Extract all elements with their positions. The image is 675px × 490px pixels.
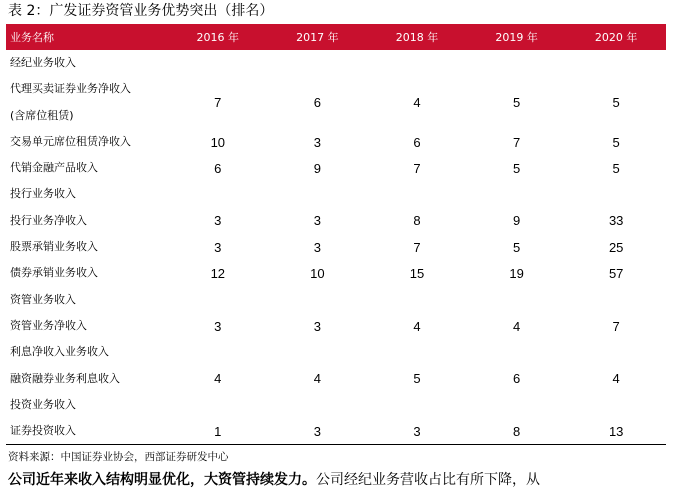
table-row: [6, 287, 666, 313]
row-label-line: 证券投资收入: [10, 424, 76, 438]
row-label-line: 投行业务收入: [10, 187, 76, 201]
rank-cell: 7: [413, 160, 421, 176]
rank-cell: 57: [608, 266, 624, 282]
rank-cell: 3: [214, 318, 222, 334]
table-row: [6, 129, 666, 155]
rank-cell: 3: [313, 423, 321, 439]
row-label: [6, 392, 168, 418]
rank-cell: 4: [413, 318, 421, 334]
rank-cell: 3: [313, 134, 321, 150]
rank-cell: 6: [512, 371, 521, 387]
row-label-line: 经纪业务收入: [10, 56, 76, 69]
row-label: [6, 287, 168, 313]
rank-cell: 5: [512, 239, 521, 255]
rank-cell: 15: [409, 266, 425, 282]
header-2018: 2018 年: [395, 31, 439, 44]
row-label: [6, 76, 168, 129]
rank-cell: 1: [214, 423, 222, 439]
table-row: [6, 392, 666, 418]
rank-cell: 6: [413, 134, 421, 150]
rank-cell: 4: [413, 95, 421, 111]
table-row: [6, 76, 666, 129]
row-label: [6, 129, 168, 155]
table-row: [6, 313, 666, 339]
rank-cell: 3: [313, 318, 321, 334]
row-label: [6, 260, 168, 286]
rank-cell: 10: [310, 266, 325, 282]
row-label: [6, 208, 168, 234]
table-row: [6, 181, 666, 207]
row-label: [6, 339, 168, 365]
header-2017: 2017 年: [296, 31, 339, 44]
rank-cell: 6: [313, 95, 321, 111]
rank-cell: 7: [512, 134, 521, 150]
header-2019: 2019 年: [495, 31, 538, 44]
rank-cell: 7: [413, 239, 421, 255]
row-label-line: 交易单元席位租赁净收入: [10, 134, 131, 148]
rank-cell: 5: [512, 95, 521, 111]
table-row: [6, 339, 666, 365]
row-label-line: 股票承销业务收入: [10, 240, 98, 254]
row-label-line: 投行业务净收入: [10, 213, 87, 227]
header-2016: 2016 年: [196, 31, 240, 44]
table-title: 表 2：广发证券资管业务优势突出（排名）: [8, 3, 274, 19]
rank-cell: 19: [509, 266, 524, 282]
row-label-line: 债券承销业务收入: [10, 266, 98, 280]
rank-cell: 33: [608, 213, 624, 229]
table-row: [6, 366, 666, 392]
source-note: 资料来源：中国证券业协会，西部证券研发中心: [8, 451, 229, 463]
rank-cell: 25: [608, 239, 624, 255]
row-label-line: 资管业务收入: [10, 292, 76, 306]
rank-cell: 3: [214, 213, 222, 229]
rank-cell: 5: [612, 95, 620, 111]
rank-cell: 3: [214, 239, 222, 255]
rank-cell: 4: [313, 371, 321, 387]
rank-cell: 8: [512, 423, 521, 439]
rank-cell: 3: [313, 213, 321, 229]
rank-cell: 5: [612, 160, 620, 176]
rank-cell: 4: [214, 371, 222, 387]
ranking-table: [6, 24, 666, 445]
row-label: [6, 366, 168, 392]
table-row: [6, 260, 666, 286]
rank-cell: 6: [214, 160, 222, 176]
rank-cell: 9: [313, 160, 321, 176]
rank-cell: 5: [512, 160, 521, 176]
table-row: [6, 418, 666, 444]
rank-cell: 12: [210, 266, 226, 282]
body-regular-text: 公司经纪业务营收占比有所下降，从: [316, 472, 540, 488]
row-label-line: 投资业务收入: [10, 397, 76, 411]
row-label: [6, 418, 168, 444]
rank-cell: 7: [214, 95, 222, 111]
row-label-line: 融资融券业务利息收入: [10, 371, 120, 385]
table-row: [6, 208, 666, 234]
table-row: [6, 50, 666, 76]
row-label-line: 利息净收入业务收入: [10, 345, 109, 359]
header-business-name: 业务名称: [10, 31, 54, 44]
row-label: [6, 50, 168, 76]
rank-cell: 4: [612, 371, 620, 387]
header-2020: 2020 年: [594, 31, 638, 44]
body-bold-text: 公司近年来收入结构明显优化，大资管持续发力。: [8, 472, 316, 488]
rank-cell: 5: [413, 371, 421, 387]
table-bottom-rule: [6, 444, 666, 445]
row-label: [6, 155, 168, 181]
table-row: [6, 155, 666, 181]
row-label-line: 代理买卖证券业务净收入: [10, 82, 131, 96]
rank-cell: 13: [608, 423, 624, 439]
rank-cell: 8: [413, 213, 421, 229]
rank-cell: 10: [210, 134, 226, 150]
row-label-line: 代销金融产品收入: [10, 161, 98, 175]
rank-cell: 5: [612, 134, 620, 150]
row-label-line: (含席位租赁): [10, 108, 74, 122]
rank-cell: 9: [512, 213, 521, 229]
body-paragraph: [8, 470, 540, 490]
rank-cell: 3: [313, 239, 321, 255]
row-label: [6, 234, 168, 260]
rank-cell: 3: [413, 423, 421, 439]
row-label-line: 资管业务净收入: [10, 318, 87, 332]
table-header: [6, 24, 666, 50]
row-label: [6, 313, 168, 339]
table-row: [6, 234, 666, 260]
row-label: [6, 181, 168, 207]
table-body: [6, 50, 666, 444]
rank-cell: 4: [512, 318, 521, 334]
rank-cell: 7: [612, 318, 620, 334]
